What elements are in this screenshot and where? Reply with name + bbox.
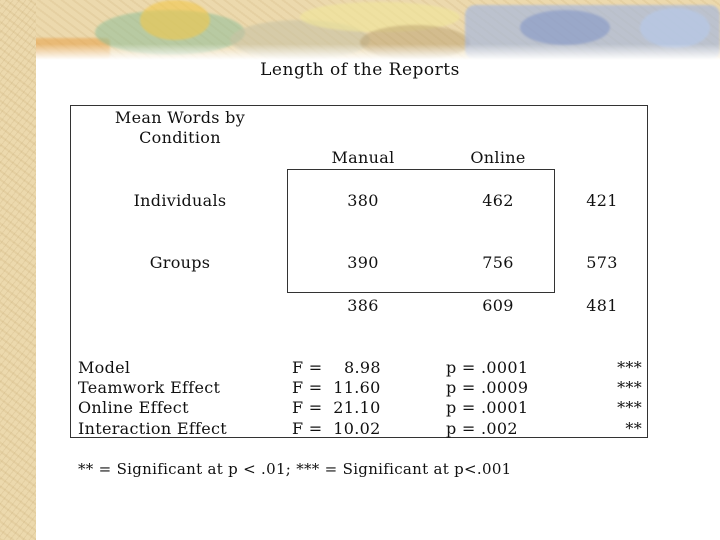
- significance-caption: ** = Significant at p < .01; *** = Significant at p<.001: [78, 460, 512, 478]
- column-mean-manual: 386: [347, 296, 379, 315]
- effect-f-value: F = 21.10: [292, 398, 381, 417]
- corner-label-line2: Condition: [139, 128, 221, 147]
- effect-label: Model: [78, 358, 131, 377]
- effect-significance: ***: [617, 358, 642, 377]
- effect-label: Interaction Effect: [78, 419, 228, 438]
- effect-f-value: F = 11.60: [292, 378, 381, 397]
- effect-significance: ***: [617, 378, 642, 397]
- row-label-individuals: Individuals: [133, 191, 227, 210]
- effect-p-value: p = .0009: [446, 378, 529, 397]
- row-mean-individuals: 421: [586, 191, 618, 210]
- banner-fade: [36, 44, 720, 60]
- row-mean-groups: 573: [586, 253, 618, 272]
- effect-p-value: p = .0001: [446, 398, 529, 417]
- row-label-groups: Groups: [149, 253, 211, 272]
- corner-label-line1: Mean Words by: [114, 108, 246, 127]
- cell-means-box: [287, 169, 555, 293]
- effect-label: Online Effect: [78, 398, 189, 417]
- slide-title: Length of the Reports: [260, 60, 460, 80]
- effect-significance: **: [625, 419, 642, 438]
- cell-groups-online: 756: [482, 253, 514, 272]
- effect-f-value: F = 8.98: [292, 358, 381, 377]
- column-header-online: Online: [470, 148, 526, 167]
- cell-individuals-online: 462: [482, 191, 514, 210]
- effect-p-value: p = .002: [446, 419, 518, 438]
- parchment-strip: [0, 0, 36, 540]
- grand-mean: 481: [586, 296, 618, 315]
- cell-groups-manual: 390: [347, 253, 379, 272]
- effect-label: Teamwork Effect: [78, 378, 221, 397]
- column-mean-online: 609: [482, 296, 514, 315]
- cell-individuals-manual: 380: [347, 191, 379, 210]
- effect-significance: ***: [617, 398, 642, 417]
- effect-f-value: F = 10.02: [292, 419, 381, 438]
- column-header-manual: Manual: [331, 148, 395, 167]
- effect-p-value: p = .0001: [446, 358, 529, 377]
